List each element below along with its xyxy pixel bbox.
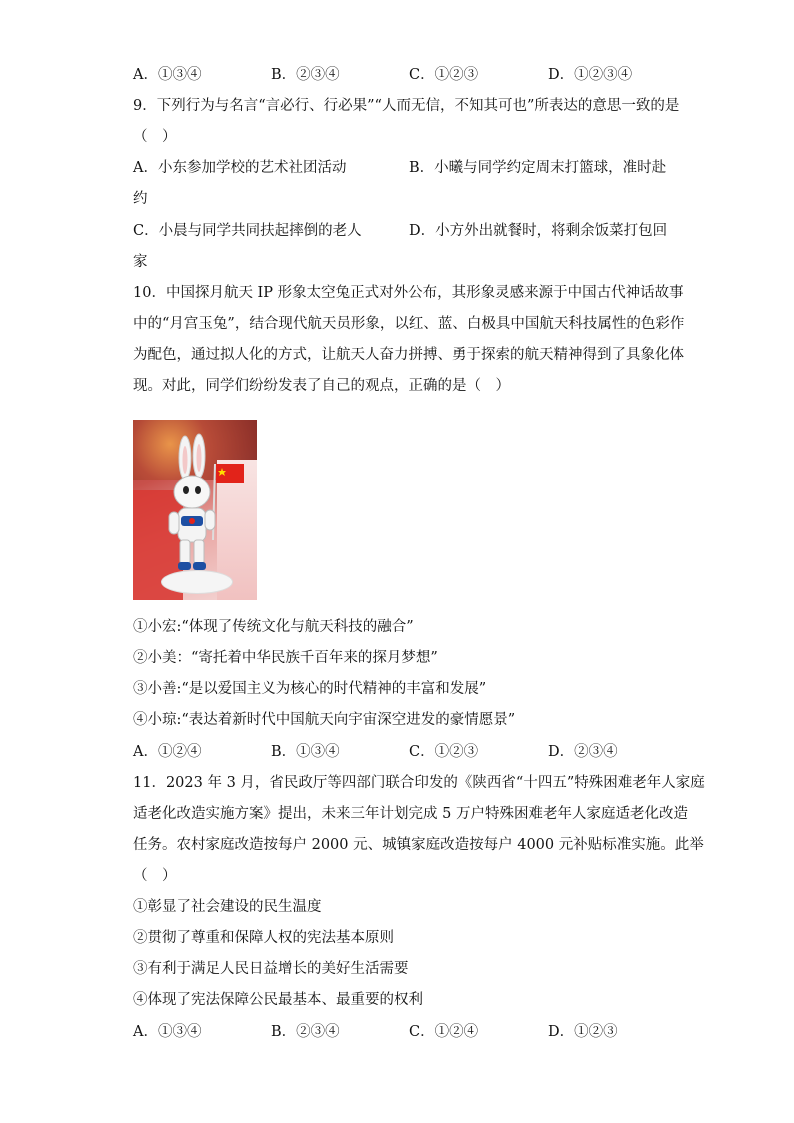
space-rabbit-figure [133,420,257,600]
q10-stem-line4: 现。对此，同学们纷纷发表了自己的观点，正确的是（ ） [133,378,510,394]
q8-option-c: C．①②③ [409,67,479,83]
q8-option-d: D．①②③④ [548,67,633,83]
q9-stem-line2: （ ） [133,129,177,145]
q11-statement-2: ②贯彻了尊重和保障人权的宪法基本原则 [133,930,394,946]
q11-stem-line3: 任务。农村家庭改造按每户 2000 元、城镇家庭改造按每户 4000 元补贴标准实施。此举 [133,837,704,853]
q10-statement-3: ③小善:“是以爱国主义为核心的时代精神的丰富和发展” [133,681,487,697]
q11-option-a: A．①③④ [133,1024,202,1040]
q9-option-a: A．小东参加学校的艺术社团活动 [133,160,347,176]
q10-stem-line1: 10．中国探月航天 IP 形象太空兔正式对外公布，其形象灵感来源于中国古代神话故事 [133,285,684,301]
q10-stem-line2: 中的“月宫玉兔”，结合现代航天员形象，以红、蓝、白极具中国航天科技属性的色彩作 [133,316,685,332]
q11-stem-line2: 适老化改造实施方案》提出，未来三年计划完成 5 万户特殊困难老年人家庭适老化改造 [133,806,688,822]
q11-option-c: C．①②④ [409,1024,479,1040]
q11-statement-3: ③有利于满足人民日益增长的美好生活需要 [133,961,409,977]
q11-stem-line4: （ ） [133,868,177,884]
space-rabbit-photo [133,420,257,600]
q11-stem-line1: 11．2023 年 3 月，省民政厅等四部门联合印发的《陕西省“十四五”特殊困难老年人家庭 [133,775,705,791]
q8-option-a: A．①③④ [133,67,202,83]
q11-option-d: D．①②③ [548,1024,618,1040]
q9-option-b-cont: 约 [133,191,148,207]
q10-stem-line3: 为配色，通过拟人化的方式，让航天人奋力拼搏、勇于探索的航天精神得到了具象化体 [133,347,684,363]
q10-statement-1: ①小宏:“体现了传统文化与航天科技的融合” [133,619,414,635]
q10-option-a: A．①②④ [133,744,202,760]
q10-statement-4: ④小琼:“表达着新时代中国航天向宇宙深空进发的豪情愿景” [133,712,516,728]
q9-option-c: C．小晨与同学共同扶起摔倒的老人 [133,223,362,239]
q9-stem-line1: 9．下列行为与名言“言必行、行必果”“人而无信，不知其可也”所表达的意思一致的是 [133,98,680,114]
q11-option-b: B．②③④ [271,1024,340,1040]
q9-option-d: D．小方外出就餐时，将剩余饭菜打包回 [409,223,668,239]
q8-option-b: B．②③④ [271,67,340,83]
q10-statement-2: ②小美：“寄托着中华民族千百年来的探月梦想” [133,650,438,666]
q11-statement-1: ①彰显了社会建设的民生温度 [133,899,322,915]
q11-statement-4: ④体现了宪法保障公民最基本、最重要的权利 [133,992,423,1008]
q10-option-b: B．①③④ [271,744,340,760]
q10-option-d: D．②③④ [548,744,618,760]
q9-option-d-cont: 家 [133,254,148,270]
q9-option-b: B．小曦与同学约定周末打篮球，准时赴 [409,160,667,176]
q10-option-c: C．①②③ [409,744,479,760]
